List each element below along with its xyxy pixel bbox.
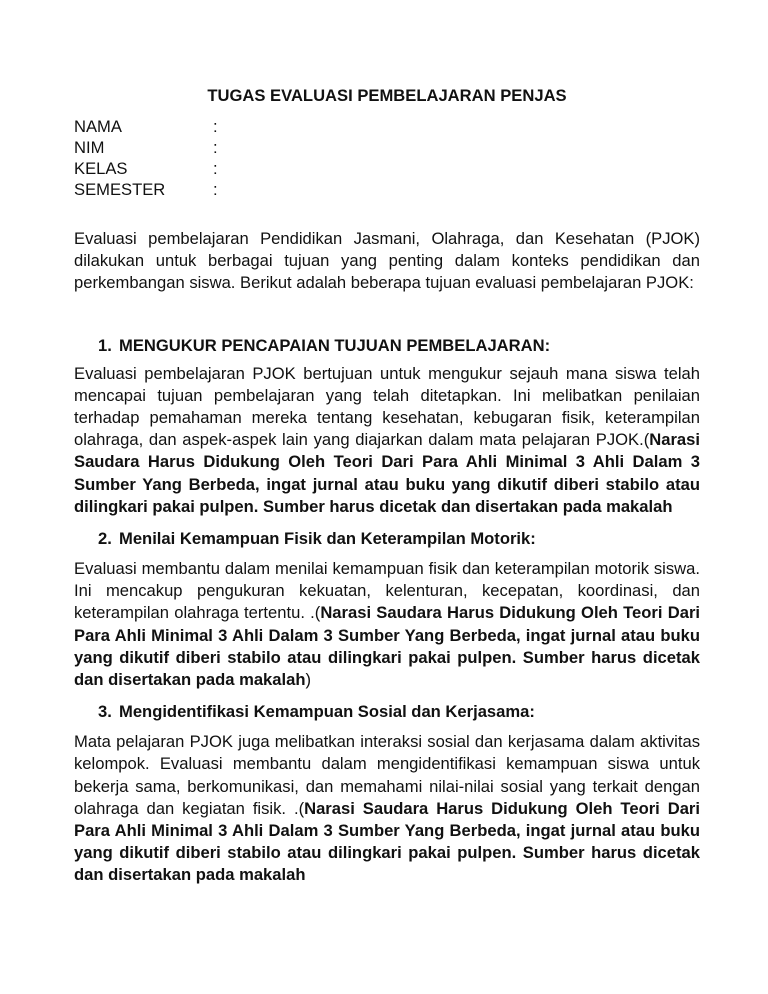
form-colon: : bbox=[213, 159, 218, 178]
form-label: SEMESTER bbox=[74, 180, 166, 199]
section-text: Mata pelajaran PJOK juga melibatkan interaksi sosial dan kerjasama dalam aktivitas kelompok. Evaluasi membantu dalam mengidentifikasi kemampuan siswa untuk bekerja sama, berkomunikasi, dan memahami nilai-nilai sosial yang terkait dengan olahraga dan kegiatan fisik. .( bbox=[74, 732, 700, 818]
section-text: Evaluasi pembelajaran PJOK bertujuan untuk mengukur sejauh mana siswa telah mencapai tujuan pembelajaran yang telah ditetapkan. Ini melibatkan penilaian terhadap pemahaman mereka tentang kesehatan, kebugaran fisik, keterampilan olahraga, dan aspek-aspek lain yang diajarkan dalam mata pelajaran PJOK.( bbox=[74, 363, 700, 450]
section-note: Narasi Saudara Harus Didukung Oleh Teori Dari Para Ahli Minimal 3 Ahli Dalam 3 Sumber Yang Berbeda, ingat jurnal atau buku yang dikutif diberi stabilo atau dilingkari pakai pulpen. Sumber harus dicetak dan disertakan pada makalah bbox=[74, 430, 700, 516]
section-body-3 bbox=[74, 731, 700, 886]
identity-form bbox=[74, 116, 700, 200]
section-number: 3. bbox=[98, 702, 112, 722]
form-colon: : bbox=[213, 117, 218, 136]
section-heading-1 bbox=[74, 335, 700, 357]
form-row-kelas bbox=[74, 158, 700, 179]
section-note: Narasi Saudara Harus Didukung Oleh Teori Dari Para Ahli Minimal 3 Ahli Dalam 3 Sumber Yang Berbeda, ingat jurnal atau buku yang dikutif diberi stabilo atau dilingkari pakai pulpen. Sumber harus dicetak dan disertakan pada makalah bbox=[74, 798, 700, 885]
form-colon: : bbox=[213, 138, 218, 157]
section-title: Menilai Kemampuan Fisik dan Keterampilan Motorik: bbox=[119, 529, 536, 549]
section-text: Evaluasi membantu dalam menilai kemampuan fisik dan keterampilan motorik siswa. Ini mencakup pengukuran kekuatan, kelenturan, kecepatan, koordinasi, dan keterampilan olahraga tertentu. .( bbox=[74, 559, 700, 623]
form-colon: : bbox=[213, 180, 218, 199]
form-label: KELAS bbox=[74, 159, 128, 178]
section-heading-3 bbox=[74, 701, 700, 723]
document-title: TUGAS EVALUASI PEMBELAJARAN PENJAS bbox=[207, 86, 567, 105]
section-body-1 bbox=[74, 363, 700, 518]
section-title: Mengidentifikasi Kemampuan Sosial dan Kerjasama: bbox=[119, 702, 535, 722]
form-row-nama bbox=[74, 116, 700, 137]
section-note: Narasi Saudara Harus Didukung Oleh Teori Dari Para Ahli Minimal 3 Ahli Dalam 3 Sumber Yang Berbeda, ingat jurnal atau buku yang dikutif diberi stabilo atau dilingkari pakai pulpen. Sumber harus dicetak dan disertakan pada makalah bbox=[74, 603, 701, 690]
section-title: MENGUKUR PENCAPAIAN TUJUAN PEMBELAJARAN: bbox=[119, 335, 551, 355]
form-row-semester bbox=[74, 179, 700, 200]
section-number: 2. bbox=[98, 529, 112, 549]
section-heading-2 bbox=[74, 528, 700, 550]
form-row-nim bbox=[74, 137, 700, 158]
form-label: NIM bbox=[74, 138, 105, 157]
document-page bbox=[74, 86, 700, 887]
section-number: 1. bbox=[98, 335, 112, 355]
section-body-2 bbox=[74, 558, 700, 691]
section-tail: ) bbox=[305, 670, 312, 690]
form-label: NAMA bbox=[74, 117, 122, 136]
intro-paragraph: Evaluasi pembelajaran Pendidikan Jasmani, Olahraga, dan Kesehatan (PJOK) dilakukan untuk berbagai tujuan yang penting dalam konteks pendidikan dan perkembangan siswa. Berikut adalah beberapa tujuan evaluasi pembelajaran PJOK: bbox=[74, 229, 700, 293]
